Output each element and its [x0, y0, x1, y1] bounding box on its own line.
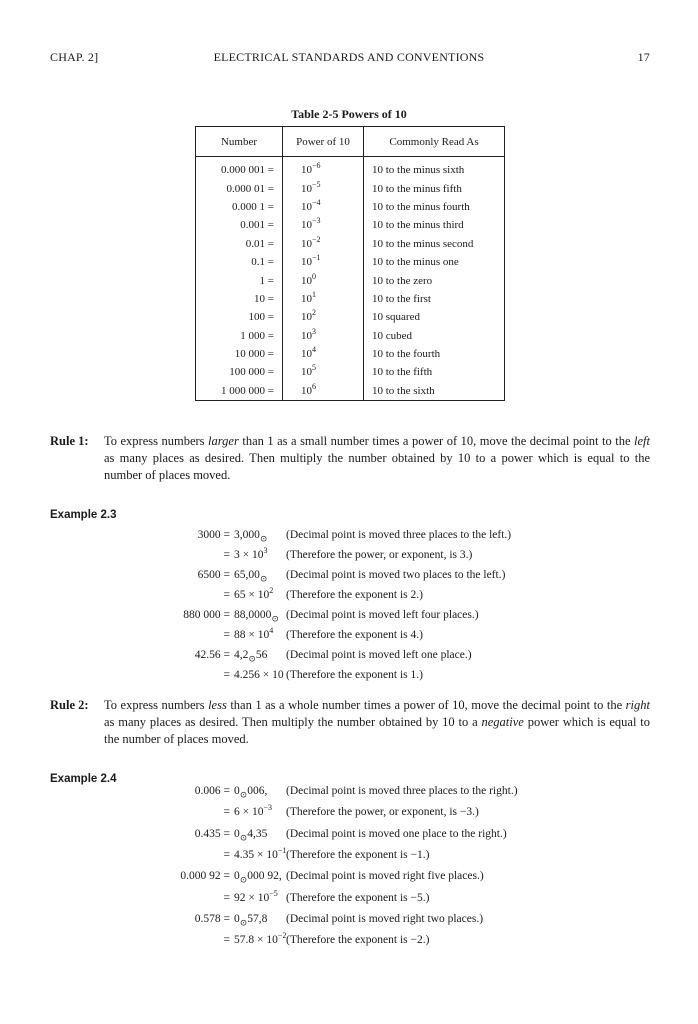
- equation-row: [0, 649, 698, 669]
- equation-note: (Decimal point is moved left one place.): [286, 649, 472, 661]
- equation-row: [0, 529, 698, 549]
- rhs-value: 006,: [247, 785, 268, 797]
- rhs-exponent: −1: [277, 845, 287, 855]
- rhs-leading: 0: [234, 827, 240, 840]
- equation-rhs: [234, 649, 267, 664]
- rule-text: To express numbers less than 1 as a whole number times a power of 10, move the decimal point to the right as many places as desired. Then multiply the number obtained by 10 to a negative power which is equal to the number of places moved.: [104, 698, 650, 746]
- equation-rhs: [234, 845, 287, 861]
- decimal-marker: ⊙: [239, 789, 248, 800]
- column-header: Commonly Read As: [364, 127, 505, 157]
- rule-label: Rule 2:: [50, 698, 89, 712]
- rhs-exponent: −3: [263, 803, 273, 813]
- decimal-marker: ⊙: [239, 831, 248, 842]
- equation-lhs: =: [223, 806, 230, 819]
- rhs-value: 4.256 × 10: [234, 669, 284, 681]
- equation-row: [0, 546, 698, 569]
- power-exponent: −3: [312, 216, 321, 226]
- read-as-cell: 10 to the minus sixth: [372, 164, 465, 177]
- read-as-cell: 10 to the first: [372, 292, 431, 305]
- table-row: [196, 345, 505, 363]
- table-row: [196, 308, 505, 326]
- equation-lhs: 6500 =: [197, 569, 230, 581]
- equation-rhs: [234, 586, 274, 601]
- power-cell: [283, 179, 364, 197]
- equation-lhs: 0.000 92 =: [180, 870, 230, 883]
- equation-note: (Decimal point is moved two places to the left.): [286, 569, 506, 581]
- power-cell: [283, 253, 364, 271]
- rhs-exponent: 3: [263, 546, 268, 555]
- read-as-cell: 10 to the minus third: [372, 219, 464, 232]
- page-number: 17: [637, 50, 650, 64]
- decimal-marker: ⊙: [271, 613, 279, 624]
- equation-row: [0, 785, 698, 805]
- read-as-cell: 10 to the sixth: [372, 384, 435, 397]
- read-as-cell: 10 to the minus fourth: [372, 200, 470, 213]
- powers-of-ten-table: [195, 126, 505, 401]
- equation-lhs: =: [223, 669, 230, 681]
- power-base: 10: [301, 311, 312, 324]
- equation-note: (Decimal point is moved right two places.): [286, 912, 484, 925]
- rhs-value: 88,0000: [234, 609, 272, 621]
- power-cell: [283, 382, 364, 401]
- read-as-cell: 10 to the zero: [372, 274, 433, 287]
- equation-lhs: 3000 =: [197, 529, 230, 541]
- equation-row: [0, 626, 698, 649]
- power-base: 10: [301, 384, 312, 397]
- equation-row: [0, 913, 698, 933]
- equation-row: [0, 609, 698, 629]
- power-cell: [283, 235, 364, 253]
- equation-rhs: [234, 870, 282, 885]
- table-row: [196, 327, 505, 345]
- power-cell: [283, 327, 364, 345]
- power-cell: [283, 345, 364, 363]
- number-cell: 0.000 1 =: [196, 198, 283, 216]
- chapter-label: CHAP. 2]: [50, 50, 99, 64]
- power-base: 10: [301, 164, 312, 177]
- running-title: ELECTRICAL STANDARDS AND CONVENTIONS: [213, 50, 485, 64]
- rhs-exponent: 2: [269, 586, 274, 595]
- equation-lhs: =: [223, 934, 230, 947]
- equation-lhs: 0.006 =: [194, 785, 230, 797]
- number-cell: 10 000 =: [196, 345, 283, 363]
- equation-rhs: [234, 569, 267, 584]
- equation-lhs: =: [223, 629, 230, 641]
- power-exponent: −4: [312, 197, 321, 207]
- power-cell: [283, 290, 364, 308]
- equation-rhs: [234, 529, 267, 544]
- number-cell: 0.01 =: [196, 235, 283, 253]
- rule-label: Rule 1:: [50, 434, 89, 448]
- rhs-value: 000 92,: [247, 870, 282, 883]
- power-cell: [283, 198, 364, 216]
- column-header: Power of 10: [283, 127, 364, 157]
- table-row: [196, 235, 505, 253]
- rhs-value: 92 × 10: [234, 891, 270, 904]
- rhs-exponent: 4: [269, 626, 274, 635]
- number-cell: 1 =: [196, 271, 283, 289]
- rhs-value: 4,2: [234, 649, 249, 661]
- power-base: 10: [301, 219, 312, 232]
- power-base: 10: [301, 329, 312, 342]
- equation-row: [0, 586, 698, 609]
- number-cell: 100 000 =: [196, 363, 283, 381]
- equation-rhs: [234, 785, 267, 800]
- equation-row: [0, 803, 698, 826]
- equation-rhs: [234, 669, 284, 681]
- rhs-leading: 0: [234, 870, 240, 883]
- equation-row: [0, 845, 698, 869]
- table-row: [196, 290, 505, 308]
- rhs-exponent: −2: [277, 931, 287, 941]
- equation-row: [0, 931, 698, 954]
- equation-note: (Therefore the exponent is −1.): [286, 848, 430, 861]
- example-title: Example 2.3: [50, 509, 117, 521]
- table-row: [196, 157, 505, 180]
- power-base: 10: [301, 256, 312, 269]
- rhs-value: 57.8 × 10: [234, 934, 278, 947]
- rhs-exponent: −5: [269, 888, 278, 898]
- equation-lhs: 880 000 =: [183, 609, 230, 621]
- rhs-leading: 0: [234, 785, 240, 797]
- table-row: [196, 363, 505, 381]
- power-exponent: 3: [312, 326, 316, 336]
- table-caption: Table 2-5 Powers of 10: [291, 107, 407, 121]
- power-cell: [283, 157, 364, 180]
- power-exponent: −1: [312, 253, 321, 263]
- read-as-cell: 10 squared: [372, 311, 420, 324]
- rhs-value: 4,35: [247, 827, 268, 840]
- table-row: [196, 216, 505, 234]
- equation-note: (Therefore the exponent is 2.): [286, 589, 423, 601]
- power-exponent: 0: [312, 271, 316, 281]
- equation-row: [0, 870, 698, 890]
- equation-note: (Decimal point is moved three places to the right.): [286, 785, 518, 797]
- rule-text: To express numbers larger than 1 as a small number times a power of 10, move the decimal point to the left as many places as desired. Then multiply the number obtained by 10 to a power which is equal to the number of places moved.: [104, 434, 650, 482]
- rhs-value: 65 × 10: [234, 589, 270, 601]
- rhs-value: 57,8: [247, 912, 268, 925]
- equation-rhs: [234, 609, 279, 624]
- rhs-value: 4.35 × 10: [234, 848, 278, 861]
- power-base: 10: [301, 182, 312, 195]
- read-as-cell: 10 to the minus one: [372, 256, 459, 269]
- equation-note: (Therefore the exponent is 1.): [286, 669, 423, 681]
- equation-note: (Therefore the power, or exponent, is 3.): [286, 549, 473, 561]
- equation-row: [0, 669, 698, 689]
- equation-rhs: [234, 913, 267, 928]
- table-row: [196, 179, 505, 197]
- decimal-marker: ⊙: [239, 917, 248, 928]
- equation-lhs: =: [223, 549, 230, 561]
- equation-note: (Decimal point is moved one place to the right.): [286, 827, 507, 840]
- table-row: [196, 271, 505, 289]
- rhs-value: 3 × 10: [234, 549, 264, 561]
- number-cell: 10 =: [196, 290, 283, 308]
- table-row: [196, 198, 505, 216]
- decimal-marker: ⊙: [259, 533, 268, 544]
- rhs-value: 6 × 10: [234, 806, 264, 819]
- rhs-leading: 0: [234, 912, 240, 925]
- equation-lhs: =: [223, 891, 230, 904]
- rhs-value: 65,00: [234, 569, 260, 581]
- decimal-marker: ⊙: [259, 573, 268, 584]
- rule-2: [50, 697, 650, 748]
- power-cell: [283, 216, 364, 234]
- power-cell: [283, 308, 364, 326]
- column-header: Number: [196, 127, 283, 157]
- equation-row: [0, 569, 698, 589]
- table-header-row: [196, 127, 505, 157]
- power-exponent: 1: [312, 289, 316, 299]
- number-cell: 0.1 =: [196, 253, 283, 271]
- rule-1: [50, 433, 650, 484]
- number-cell: 100 =: [196, 308, 283, 326]
- rhs-trailing: 56: [255, 649, 268, 661]
- number-cell: 0.001 =: [196, 216, 283, 234]
- read-as-cell: 10 to the fourth: [372, 348, 441, 361]
- power-exponent: −6: [312, 161, 321, 171]
- decimal-marker: ⊙: [248, 653, 256, 664]
- power-exponent: 5: [312, 363, 316, 373]
- equation-note: (Decimal point is moved left four places.): [286, 609, 479, 621]
- equation-rhs: [234, 931, 287, 947]
- example-title: Example 2.4: [50, 773, 117, 785]
- power-base: 10: [301, 200, 312, 213]
- power-exponent: 6: [312, 381, 316, 391]
- equation-lhs: 0.578 =: [194, 912, 230, 925]
- power-exponent: −5: [312, 179, 321, 189]
- table-row: [196, 382, 505, 401]
- rhs-value: 88 × 10: [234, 629, 270, 641]
- equation-note: (Decimal point is moved three places to the left.): [286, 529, 512, 541]
- power-cell: [283, 271, 364, 289]
- read-as-cell: 10 to the fifth: [372, 366, 433, 379]
- power-base: 10: [301, 292, 312, 305]
- power-base: 10: [301, 348, 312, 361]
- equation-note: (Decimal point is moved right five places.): [286, 870, 484, 883]
- rhs-value: 3,000: [234, 529, 260, 541]
- power-base: 10: [301, 366, 312, 379]
- power-exponent: 4: [312, 345, 316, 355]
- equation-rhs: [234, 828, 267, 843]
- number-cell: 0.000 01 =: [196, 179, 283, 197]
- equation-row: [0, 888, 698, 912]
- equation-rhs: [234, 546, 268, 561]
- equation-note: (Therefore the exponent is −2.): [286, 934, 430, 947]
- equation-lhs: 0.435 =: [194, 827, 230, 840]
- equation-rhs: [234, 803, 273, 819]
- decimal-marker: ⊙: [239, 874, 248, 885]
- number-cell: 1 000 =: [196, 327, 283, 345]
- number-cell: 0.000 001 =: [196, 157, 283, 180]
- equation-row: [0, 828, 698, 848]
- equation-note: (Therefore the power, or exponent, is −3.): [286, 806, 479, 819]
- equation-lhs: 42.56 =: [194, 649, 230, 661]
- power-base: 10: [301, 237, 312, 250]
- number-cell: 1 000 000 =: [196, 382, 283, 401]
- equation-note: (Therefore the exponent is 4.): [286, 629, 423, 641]
- equation-lhs: =: [223, 589, 230, 601]
- read-as-cell: 10 cubed: [372, 329, 413, 342]
- equation-rhs: [234, 626, 274, 641]
- power-exponent: −2: [312, 234, 321, 244]
- equation-rhs: [234, 888, 278, 904]
- power-base: 10: [301, 274, 312, 287]
- read-as-cell: 10 to the minus fifth: [372, 182, 462, 195]
- equation-lhs: =: [223, 848, 230, 861]
- power-exponent: 2: [312, 308, 316, 318]
- read-as-cell: 10 to the minus second: [372, 237, 474, 250]
- power-cell: [283, 363, 364, 381]
- table-row: [196, 253, 505, 271]
- equation-note: (Therefore the exponent is −5.): [286, 891, 430, 904]
